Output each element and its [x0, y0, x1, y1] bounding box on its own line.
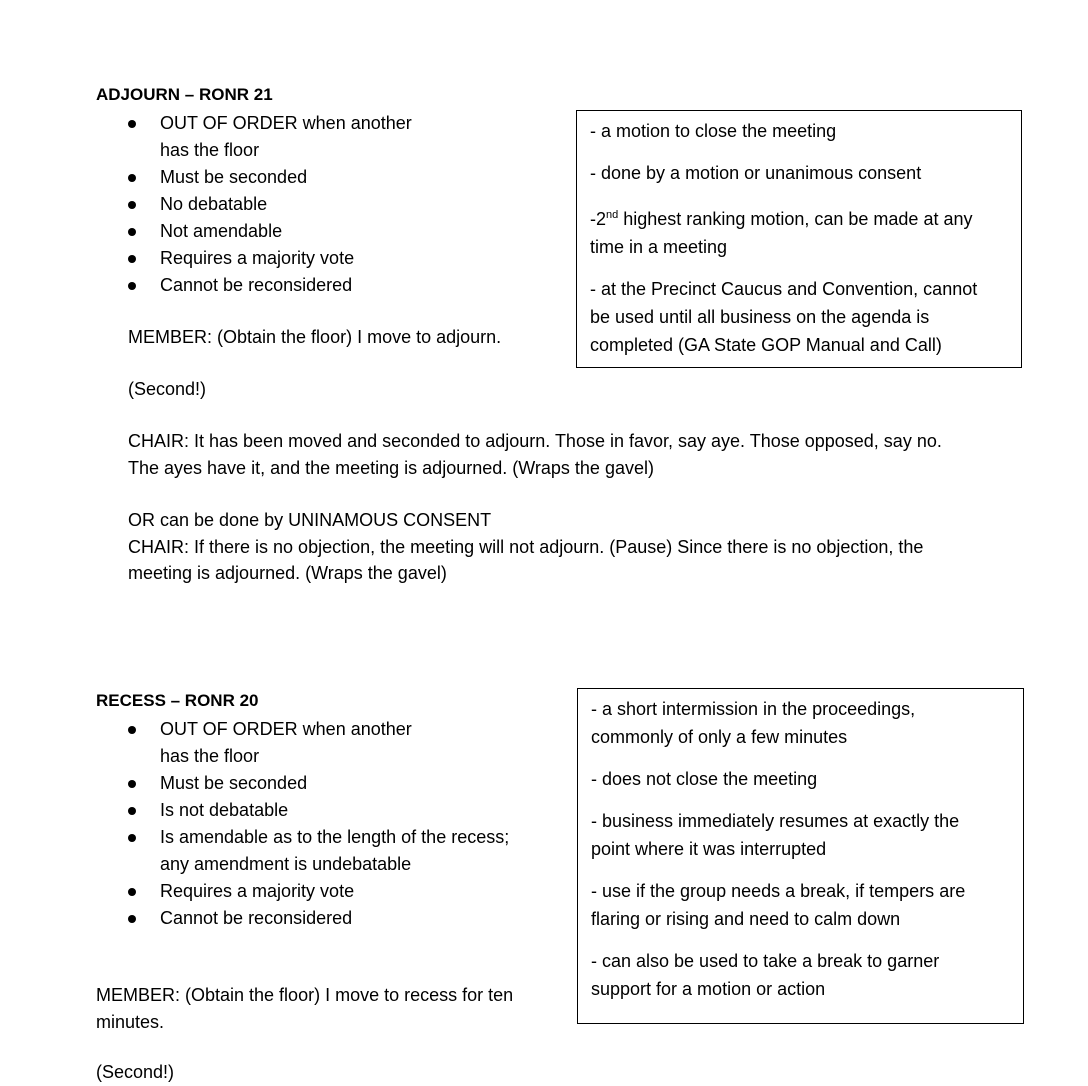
recess-heading: RECESS – RONR 20 [96, 691, 259, 710]
adjourn-second-line: (Second!) [128, 379, 207, 399]
list-item: Cannot be reconsidered [96, 272, 556, 299]
note-item: - a short intermission in the proceedings, commonly of only a few minutes [591, 699, 916, 747]
bullet-icon [128, 888, 136, 896]
note-item: - does not close the meeting [591, 769, 818, 789]
list-item: Requires a majority vote [96, 245, 556, 272]
bullet-icon [128, 834, 136, 842]
recess-second-line: (Second!) [96, 1062, 175, 1082]
adjourn-heading: ADJOURN – RONR 21 [96, 85, 273, 104]
note-item: - a motion to close the meeting [590, 121, 837, 141]
adjourn-notes-box [576, 110, 1022, 368]
adjourn-chair-statement: CHAIR: It has been moved and seconded to adjourn. Those in favor, say aye. Those opposed, say no. The ayes have it, and the meeting is adjourned. (Wraps the gavel) [128, 431, 942, 478]
recess-bullet-list [96, 716, 566, 932]
note-item: -2nd highest ranking motion, can be made at any time in a meeting [590, 209, 973, 257]
list-item: OUT OF ORDER when another has the floor [96, 716, 566, 770]
list-item: Requires a majority vote [96, 878, 566, 905]
bullet-icon [128, 807, 136, 815]
bullet-icon [128, 726, 136, 734]
list-item: Is amendable as to the length of the recess; any amendment is undebatable [96, 824, 566, 878]
bullet-icon [128, 780, 136, 788]
adjourn-member-line: MEMBER: (Obtain the floor) I move to adjourn. [128, 327, 502, 347]
note-item: - at the Precinct Caucus and Convention, cannot be used until all business on the agenda is completed (GA State GOP Manual and Call) [590, 279, 978, 355]
bullet-icon [128, 174, 136, 182]
adjourn-consent-statement: OR can be done by UNINAMOUS CONSENT CHAIR: If there is no objection, the meeting will not adjourn. (Pause) Since there is no objection, the meeting is adjourned. (Wraps the gavel) [128, 510, 924, 583]
list-item: Not amendable [96, 218, 556, 245]
bullet-icon [128, 120, 136, 128]
list-item: OUT OF ORDER when another has the floor [96, 110, 556, 164]
list-item: Cannot be reconsidered [96, 905, 566, 932]
note-item: - can also be used to take a break to garner support for a motion or action [591, 951, 940, 999]
recess-notes-box [577, 688, 1024, 1024]
list-item: Must be seconded [96, 164, 556, 191]
note-item: - business immediately resumes at exactly the point where it was interrupted [591, 811, 960, 859]
bullet-icon [128, 915, 136, 923]
list-item: No debatable [96, 191, 556, 218]
bullet-icon [128, 255, 136, 263]
note-item: - done by a motion or unanimous consent [590, 163, 922, 183]
bullet-icon [128, 282, 136, 290]
list-item: Is not debatable [96, 797, 566, 824]
bullet-icon [128, 201, 136, 209]
bullet-icon [128, 228, 136, 236]
note-item: - use if the group needs a break, if tempers are flaring or rising and need to calm down [591, 881, 966, 929]
list-item: Must be seconded [96, 770, 566, 797]
recess-member-statement: MEMBER: (Obtain the floor) I move to recess for ten minutes. [96, 985, 514, 1032]
adjourn-bullet-list [96, 110, 556, 299]
